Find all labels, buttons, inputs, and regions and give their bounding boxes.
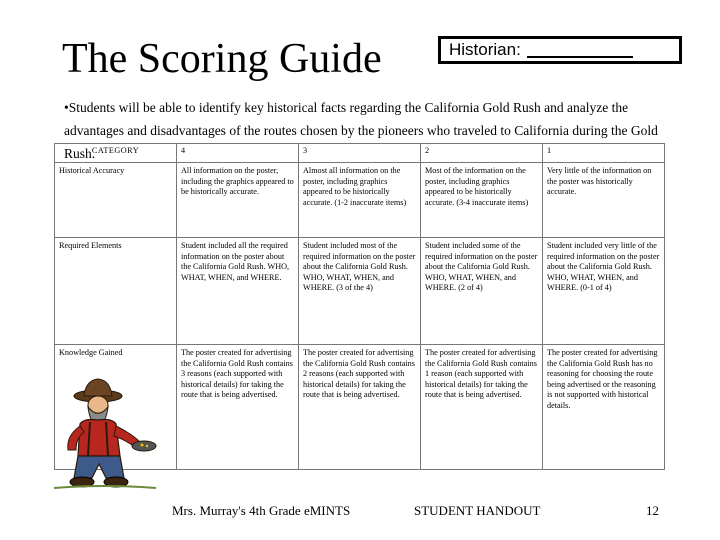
rubric-cell: The poster created for advertising the California Gold Rush contains 2 reasons (each supported with historical details) for taking the route that is being advertised. <box>299 345 421 470</box>
gold-prospector-clipart <box>44 374 162 494</box>
rubric-cell: The poster created for advertising the California Gold Rush contains 3 reasons (each supported with historical details) for taking the route that is being advertised. <box>177 345 299 470</box>
rubric-cell: Student included some of the required information on the poster about the California Gold Rush. WHO, WHAT, WHEN, and WHERE. (2 of 4) <box>421 238 543 345</box>
rubric-header-row <box>55 144 665 163</box>
historian-name-box[interactable] <box>438 36 682 64</box>
historian-blank-line[interactable] <box>527 42 633 58</box>
header-category: CATEGORY <box>55 144 177 163</box>
rubric-cell: Student included most of the required information on the poster about the California Gold Rush. WHO, WHAT, WHEN, and WHERE. (3 of the 4) <box>299 238 421 345</box>
row-category: Historical Accuracy <box>55 163 177 238</box>
rubric-cell: The poster created for advertising the California Gold Rush has no reasoning for choosing the route being advertised or the reasoning is not supported with historical details. <box>543 345 665 470</box>
row-category: Required Elements <box>55 238 177 345</box>
header-score-4: 4 <box>177 144 299 163</box>
header-score-3: 3 <box>299 144 421 163</box>
header-score-1: 1 <box>543 144 665 163</box>
page-title: The Scoring Guide <box>62 36 382 82</box>
rubric-cell: Very little of the information on the poster was historically accurate. <box>543 163 665 238</box>
rubric-cell: Most of the information on the poster, including graphics appeared to be historically accurate. (3-4 inaccurate items) <box>421 163 543 238</box>
bullet-glyph: • <box>64 100 69 115</box>
page-number: 12 <box>646 503 659 518</box>
rubric-cell: Almost all information on the poster, including graphics appeared to be historically accurate. (1-2 inaccurate items) <box>299 163 421 238</box>
rubric-cell: All information on the poster, including the graphics appeared to be historically accurate. <box>177 163 299 238</box>
rubric-cell: Student included very little of the required information on the poster about the California Gold Rush. WHO, WHAT, WHEN, and WHERE. (0-1 of 4) <box>543 238 665 345</box>
header-score-2: 2 <box>421 144 543 163</box>
table-row <box>55 163 665 238</box>
historian-label: Historian: <box>449 40 521 59</box>
row-category: Knowledge Gained <box>55 345 177 470</box>
footer-handout-label: STUDENT HANDOUT <box>414 503 541 518</box>
footer-teacher: Mrs. Murray's 4th Grade eMINTS <box>172 503 351 518</box>
table-row <box>55 238 665 345</box>
rubric-cell: Student included all the required information on the poster about the California Gold Rush. WHO, WHAT, WHEN, and WHERE. <box>177 238 299 345</box>
objective-statement: Students will be able to identify key historical facts regarding the California Gold Rush and analyze the advantages and disadvantages of the routes chosen by the pioneers who traveled to California during the Gold Rush. <box>64 100 658 161</box>
rubric-cell: The poster created for advertising the California Gold Rush contains 1 reason (each supported with historical details) for taking the route that is being advertised. <box>421 345 543 470</box>
